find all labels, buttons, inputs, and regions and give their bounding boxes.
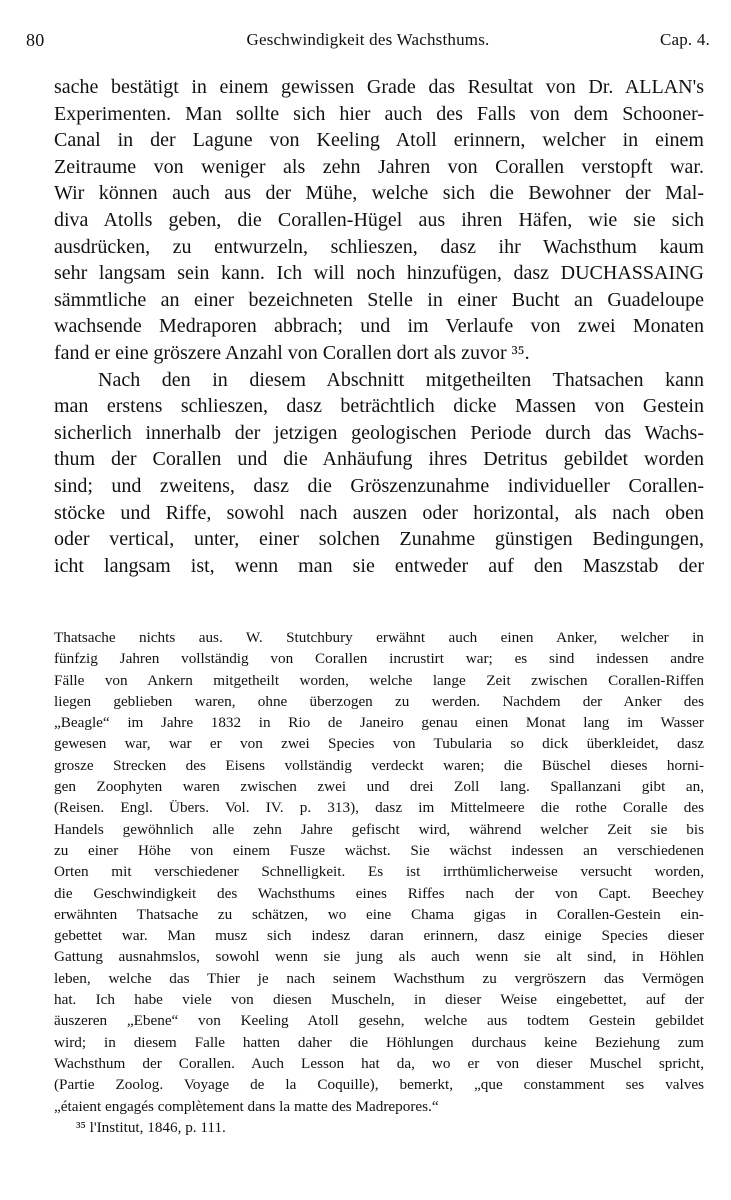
footnote-line: Gattung ausnahmslos, sowohl wenn sie jung als auch wenn sie alt sind, in Höhlen (54, 948, 704, 966)
footnote-line: (Reisen. Engl. Übers. Vol. IV. p. 313), dasz im Mittelmeere die rothe Coralle des (54, 799, 704, 817)
footnote-line: zu einer Höhe von einem Fusze wächst. Sie wächst indessen an verschiedenen (54, 841, 704, 859)
text-line: ausdrücken, zu entwurzeln, schlieszen, dasz ihr Wachsthum kaum (54, 235, 704, 258)
footnote-line: die Geschwindigkeit des Wachsthums eines Riffes nach der von Capt. Beechey (54, 884, 704, 902)
text-line: fand er eine gröszere Anzahl von Corallen dort als zuvor ³⁵. (54, 341, 530, 364)
text-line: sämmtliche an einer bezeichneten Stelle in einer Bucht an Guadeloupe (54, 288, 704, 311)
footnote-line: (Partie Zoolog. Voyage de la Coquille), bemerkt, „que constamment ses valves (54, 1076, 704, 1094)
footnote-line: erwähnten Thatsache zu schätzen, wo eine Chama gigas in Corallen-Gestein ein- (54, 905, 704, 923)
text-line: Canal in der Lagune von Keeling Atoll erinnern, welcher in einem (54, 129, 704, 152)
text-line: sehr langsam sein kann. Ich will noch hinzufügen, dasz DUCHASSAING (54, 262, 704, 285)
footnote-line: „étaient engagés complètement dans la matte des Madrepores.“ (54, 1097, 439, 1115)
footnote-line: Wachsthum der Corallen. Auch Lesson hat da, wo er von dieser Muschel spricht, (54, 1054, 704, 1072)
text-line: sicherlich innerhalb der jetzigen geologischen Periode durch das Wachs- (54, 421, 704, 444)
footnote-line: Fälle von Ankern mitgetheilt worden, welche lange Zeit zwischen Corallen-Riffen (54, 671, 704, 689)
footnote-line: wird; in diesem Falle hatten daher die Höhlungen durchaus keine Beziehung zum (54, 1033, 704, 1051)
paragraph-start-line: Nach den in diesem Abschnitt mitgetheilten Thatsachen kann (98, 368, 704, 391)
text-line: stöcke und Riffe, sowohl nach auszen oder horizontal, als nach oben (54, 501, 704, 524)
text-line: wachsende Medraporen abbrach; und im Verlaufe von zwei Monaten (54, 315, 704, 338)
footnote-line: leben, welche das Thier je nach seinem Wachsthum zu vergröszern das Vermögen (54, 969, 704, 987)
running-header (26, 30, 710, 56)
text-line: oder vertical, unter, einer solchen Zunahme günstigen Bedingungen, (54, 528, 704, 551)
running-title: Geschwindigkeit des Wachsthums. (246, 30, 490, 49)
footnote-35: ³⁵ l'Institut, 1846, p. 111. (76, 1118, 226, 1136)
footnote-line: „Beagle“ im Jahre 1832 in Rio de Janeiro genau einen Monat lang im Wasser (54, 714, 704, 732)
text-line: sind; und zweitens, dasz die Gröszenzunahme individueller Corallen- (54, 474, 704, 497)
text-line: Zeitraume von weniger als zehn Jahren von Corallen verstopft war. (54, 155, 704, 178)
main-text (54, 74, 704, 579)
text-line: diva Atolls geben, die Corallen-Hügel aus ihren Häfen, wie sie sich (54, 208, 704, 231)
text-line: thum der Corallen und die Anhäufung ihres Detritus gebildet worden (54, 448, 704, 471)
text-line: icht langsam ist, wenn man sie entweder auf den Maszstab der (54, 554, 704, 577)
text-line: sache bestätigt in einem gewissen Grade das Resultat von Dr. ALLAN's (54, 76, 704, 98)
text-line: Wir können auch aus der Mühe, welche sich die Bewohner der Mal- (54, 182, 704, 205)
footnote-line: gen Zoophyten waren zwischen zwei und drei Zoll lang. Spallanzani gibt an, (54, 778, 704, 796)
footnote-line: grosze Strecken des Eisens vollständig verdeckt waren; die Büschel dieses horni- (54, 756, 704, 774)
chapter-label: Cap. 4. (659, 30, 710, 49)
footnote-line: liegen geblieben waren, ohne überzogen zu werden. Nachdem der Anker des (54, 692, 704, 710)
text-line: man erstens schlieszen, dasz beträchtlich dicke Massen von Gestein (54, 395, 704, 418)
footnote-line: hat. Ich habe viele von diesen Muscheln, in dieser Weise eingebettet, auf der (54, 991, 704, 1009)
footnote-line: Thatsache nichts aus. W. Stutchbury erwähnt auch einen Anker, welcher in (54, 629, 704, 646)
footnote-line: Handels gewöhnlich alle zehn Jahre gefischt wird, während welcher Zeit sie bis (54, 820, 704, 838)
text-line: Experimenten. Man sollte sich hier auch des Falls von dem Schooner- (54, 102, 704, 125)
footnote-line: fünfzig Jahren vollständig von Corallen incrustirt war; es sind indessen andre (54, 650, 704, 668)
footnote-line: gewesen war, war er von zwei Species von Tubularia so dick überkleidet, dasz (54, 735, 704, 753)
footnote-line: Orten mit verschiedener Schnelligkeit. Es ist irrthümlicherweise versucht worden, (54, 863, 704, 881)
footnote-line: gebettet war. Man musz sich indesz daran erinnern, dasz einige Species dieser (54, 927, 704, 945)
page-number: 80 (26, 30, 45, 50)
footnotes (54, 627, 704, 1138)
footnote-line: äuszeren „Ebene“ von Keeling Atoll gesehn, welche aus todtem Gestein gebildet (54, 1012, 704, 1030)
